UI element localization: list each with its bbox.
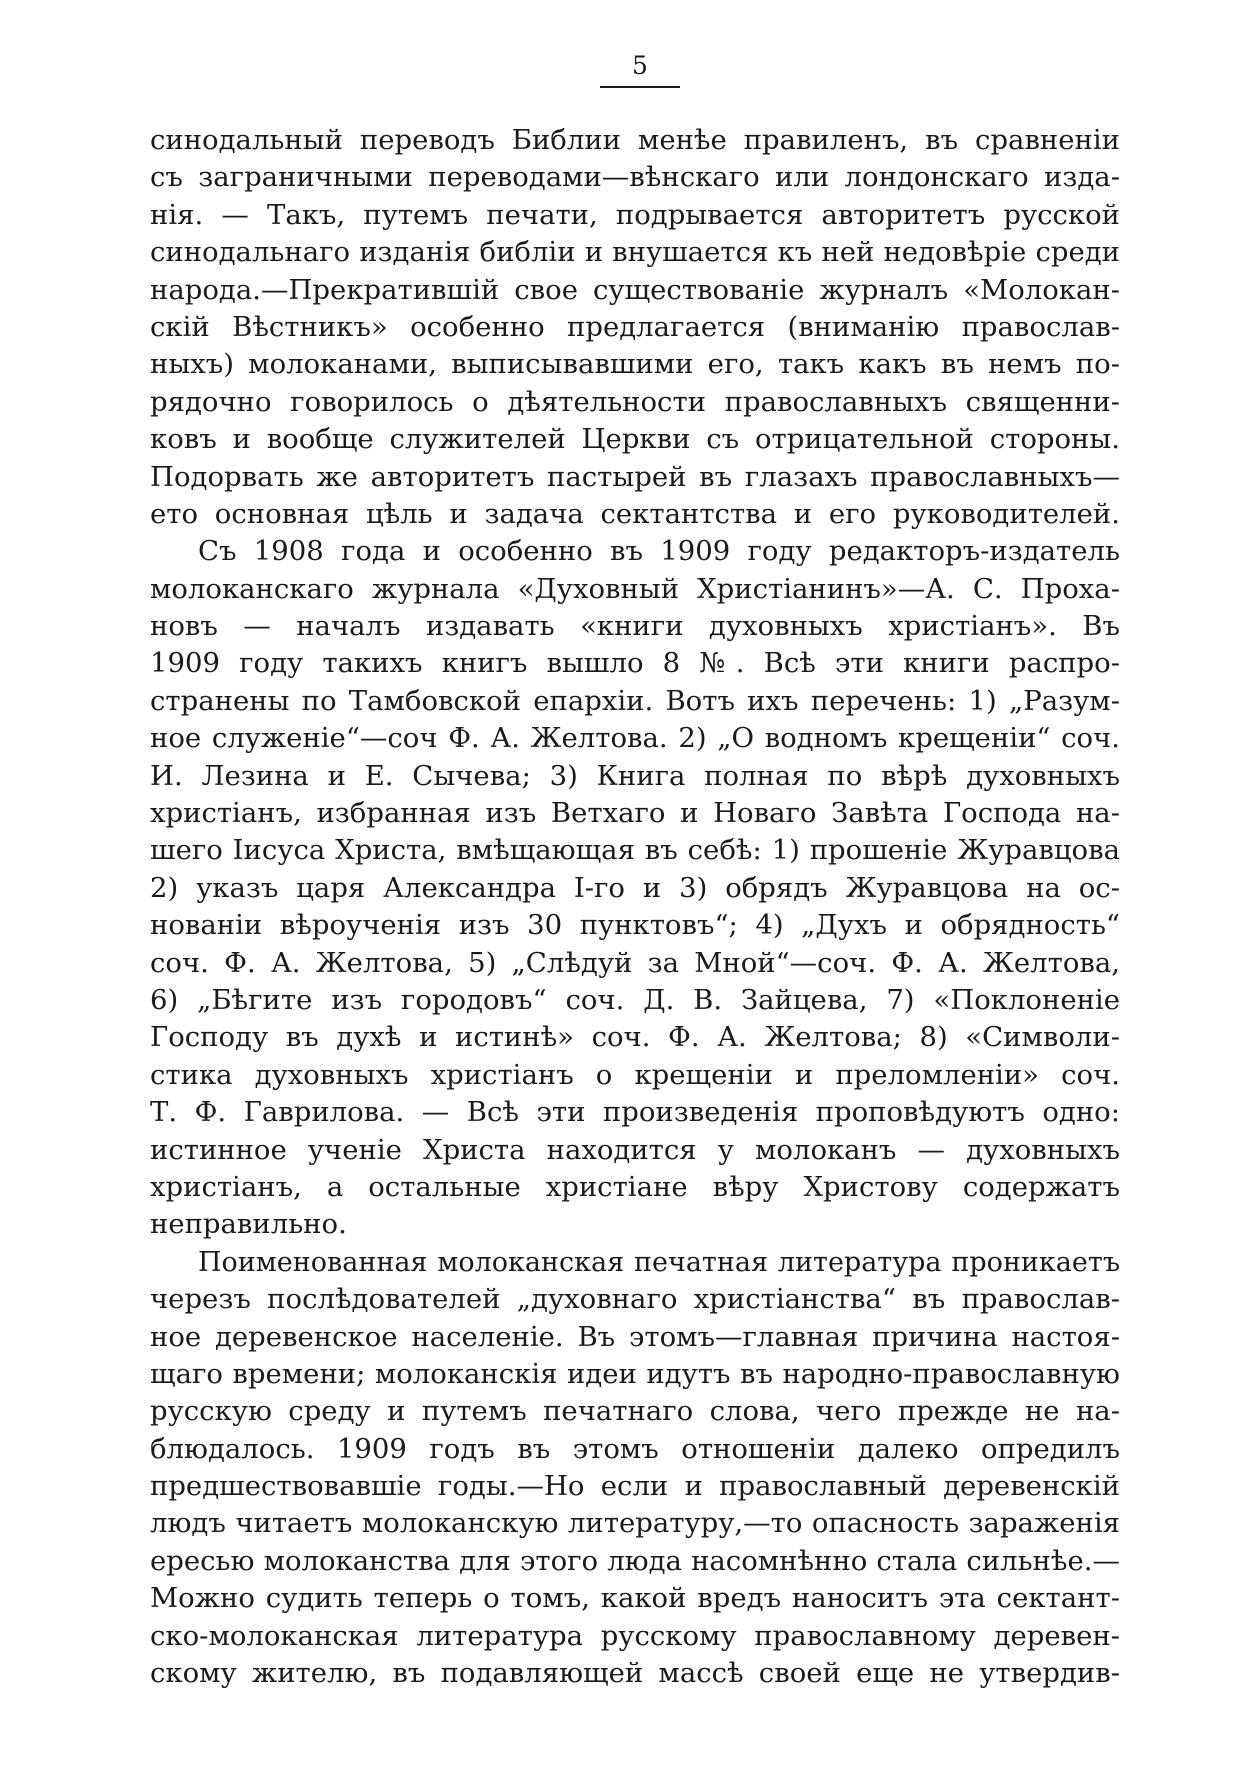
text-line: рядочно говорилось о дѣятельности православныхъ священни- (150, 385, 1120, 418)
text-line: 2) указъ царя Александра І-го и 3) обрядъ Журавцова на ос- (150, 871, 1120, 904)
text-line: синодальнаго изданія библіи и внушается къ ней недовѣріе среди (150, 236, 1120, 269)
text-line: Т. Ф. Гаврилова. — Всѣ эти произведенія проповѣдуютъ одно: (150, 1096, 1120, 1129)
paragraph-3 (150, 1244, 1120, 1693)
text-line: 1909 году такихъ книгъ вышло 8 №. Всѣ эти книги распро- (150, 647, 1120, 680)
text-line: черезъ послѣдователей „духовнаго христіанства“ въ православ- (150, 1283, 1120, 1316)
text-line: истинное ученіе Христа находится у молоканъ — духовныхъ (150, 1133, 1120, 1166)
text-line: странены по Тамбовской епархіи. Вотъ ихъ перечень: 1) „Разум- (150, 684, 1120, 717)
text-line: Подорвать же авторитетъ пастырей въ глазахъ православныхъ— (150, 460, 1120, 493)
text-line: скій Вѣстникъ» особенно предлагается (вниманію православ- (150, 310, 1120, 343)
text-line: синодальный переводъ Библии менѣе правиленъ, въ сравненіи (150, 124, 1120, 156)
text-line: И. Лезина и Е. Сычева; 3) Книга полная по вѣрѣ духовныхъ (150, 759, 1120, 792)
text-line: шего Іисуса Христа, вмѣщающая въ себѣ: 1) прошеніе Журавцова (150, 834, 1120, 867)
page-number: 5 (632, 51, 648, 80)
text-line: нія. — Такъ, путемъ печати, подрывается авторитетъ русской (150, 198, 1120, 231)
text-line: Можно судить теперь о томъ, какой вредъ наноситъ эта сектант- (150, 1582, 1120, 1615)
text-line: предшествовавшіе годы.—Но если и православный деревенскій (150, 1470, 1120, 1503)
text-line: неправильно. (150, 1208, 347, 1241)
page-number-rule (600, 86, 680, 88)
text-line: молоканскаго журнала «Духовный Христіанинъ»—А. С. Проха- (150, 572, 1120, 605)
text-line: скому жителю, въ подавляющей массѣ своей еще не утвердив- (150, 1657, 1120, 1690)
text-line: Поименованная молоканская печатная литература проникаетъ (198, 1246, 1120, 1278)
text-line: ковъ и вообще служителей Церкви съ отрицательной стороны. (150, 423, 1120, 456)
text-line: соч. Ф. А. Желтова, 5) „Слѣдуй за Мной“—соч. Ф. А. Желтова, (150, 946, 1120, 979)
text-line: ное служеніе“—соч Ф. А. Желтова. 2) „О водномъ крещеніи“ соч. (150, 722, 1120, 755)
text-line: 6) „Бѣгите изъ городовъ“ соч. Д. В. Зайцева, 7) «Поклоненіе (150, 983, 1120, 1016)
body-text (150, 122, 1120, 1692)
text-line: христіанъ, избранная изъ Ветхаго и Новаго Завѣта Господа на- (150, 797, 1120, 830)
text-line: христіанъ, а остальные христіане вѣру Христову содержатъ (150, 1170, 1120, 1203)
text-line: новъ — началъ издавать «книги духовныхъ христіанъ». Въ (150, 610, 1120, 643)
paragraph-1 (150, 122, 1120, 533)
paragraph-2 (150, 533, 1120, 1243)
text-line: Съ 1908 года и особенно въ 1909 году редакторъ-издатель (198, 535, 1120, 568)
text-line: ско-молоканская литература русскому православному деревен- (150, 1619, 1120, 1652)
text-line: людъ читаетъ молоканскую литературу,—то опасность зараженія (150, 1507, 1120, 1540)
text-line: стика духовныхъ христіанъ о крещеніи и преломленіи» соч. (150, 1058, 1120, 1091)
text-line: народа.—Прекратившій свое существованіе журналъ «Молокан- (150, 273, 1120, 306)
text-line: щаго времени; молоканскія идеи идутъ въ народно-православную (150, 1357, 1120, 1390)
text-line: русскую среду и путемъ печатнаго слова, чего прежде не на- (150, 1395, 1120, 1428)
text-line: блюдалось. 1909 годъ въ этомъ отношеніи далеко опредилъ (150, 1432, 1120, 1465)
text-line: Господу въ духѣ и истинѣ» соч. Ф. А. Желтова; 8) «Символи- (150, 1021, 1120, 1054)
text-line: нованіи вѣроученія изъ 30 пунктовъ“; 4) „Духъ и обрядность“ (150, 909, 1120, 942)
text-line: ересью молоканства для этого люда насомнѣнно стала сильнѣе.— (150, 1544, 1120, 1577)
text-line: ное деревенское населеніе. Въ этомъ—главная причина настоя- (150, 1320, 1120, 1353)
text-line: ныхъ) молоканами, выписывавшими его, такъ какъ въ немъ по- (150, 348, 1120, 381)
text-line: ето основная цѣль и задача сектантства и его руководителей. (150, 497, 1120, 530)
text-line: съ заграничными переводами—вѣнскаго или лондонскаго изда- (150, 161, 1120, 194)
